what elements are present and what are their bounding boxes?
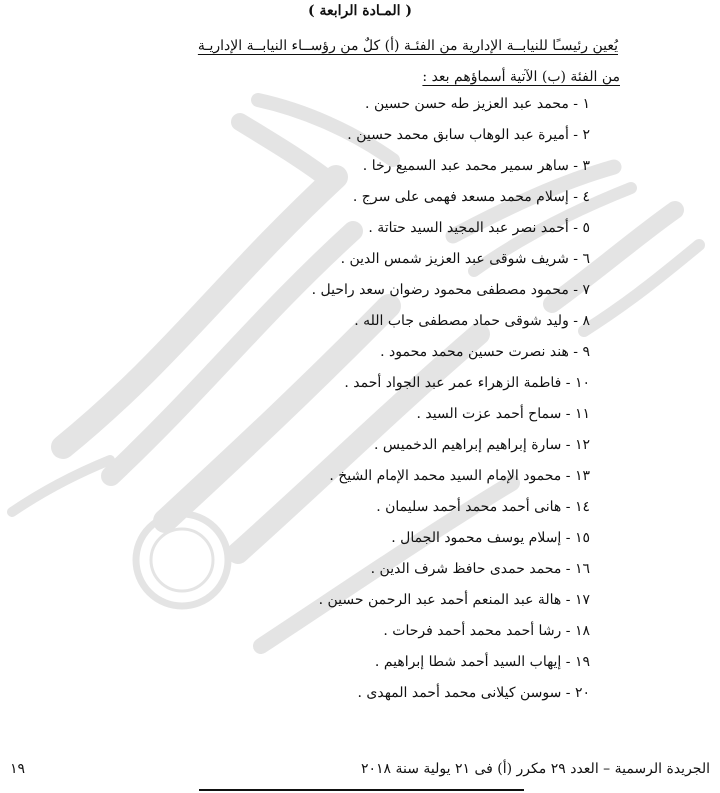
appointee-item: ١٣ - محمود الإمام السيد محمد الإمام الشيخ .: [329, 468, 590, 484]
appointee-item: ١٥ - إسلام يوسف محمود الجمال .: [391, 530, 590, 546]
article-title: ( المـادة الرابعة ): [308, 3, 412, 19]
appointee-item: ١٢ - سارة إبراهيم إبراهيم الدخميس .: [374, 437, 590, 453]
appointee-item: ٨ - وليد شوقى حماد مصطفى جاب الله .: [354, 313, 590, 329]
appointee-item: ١٨ - رشا أحمد محمد أحمد فرحات .: [383, 623, 590, 639]
appointee-item: ٤ - إسلام محمد مسعد فهمى على سرج .: [352, 189, 590, 205]
appointee-item: ١٤ - هانى أحمد محمد أحمد سليمان .: [376, 499, 590, 515]
appointee-item: ١٩ - إيهاب السيد أحمد شطا إبراهيم .: [374, 654, 590, 670]
appointee-item: ٦ - شريف شوقى عبد العزيز شمس الدين .: [340, 251, 590, 267]
page-footer: [10, 760, 710, 782]
appointee-item: ٢ - أميرة عبد الوهاب سابق محمد حسين .: [347, 127, 590, 143]
appointee-item: ٧ - محمود مصطفى محمود رضوان سعد راحيل .: [311, 282, 590, 298]
appointee-item: ٢٠ - سوسن كيلانى محمد أحمد المهدى .: [357, 685, 590, 701]
appointee-item: ١٦ - محمد حمدى حافظ شرف الدين .: [370, 561, 590, 577]
journal-citation: الجريدة الرسمية – العدد ٢٩ مكرر (أ) فى ٢١ يولية سنة ٢٠١٨: [360, 761, 710, 777]
page-number: ١٩: [10, 761, 26, 777]
appointee-item: ٣ - ساهر سمير محمد عبد السميع رخا .: [362, 158, 590, 174]
appointee-item: ١ - محمد عبد العزيز طه حسن حسين .: [365, 96, 590, 112]
intro-paragraph-line-2: من الفئة (ب) الآتية أسماؤهم بعد :: [422, 69, 620, 85]
appointee-item: ٥ - أحمد نصر عبد المجيد السيد حتاتة .: [368, 220, 590, 236]
appointee-item: ١٠ - فاطمة الزهراء عمر عبد الجواد أحمد .: [344, 375, 590, 391]
appointee-item: ٩ - هند نصرت حسين محمد محمود .: [380, 344, 590, 360]
footer-rule: [199, 789, 524, 791]
intro-paragraph-line-1: يُعين رئيسـًا للنيابــة الإدارية من الفئـة (أ) كلٌ من رؤســاء النيابــة الإداريـة: [197, 38, 618, 54]
appointee-item: ١٧ - هالة عبد المنعم أحمد عبد الرحمن حسين .: [318, 592, 590, 608]
appointee-item: ١١ - سماح أحمد عزت السيد .: [416, 406, 590, 422]
